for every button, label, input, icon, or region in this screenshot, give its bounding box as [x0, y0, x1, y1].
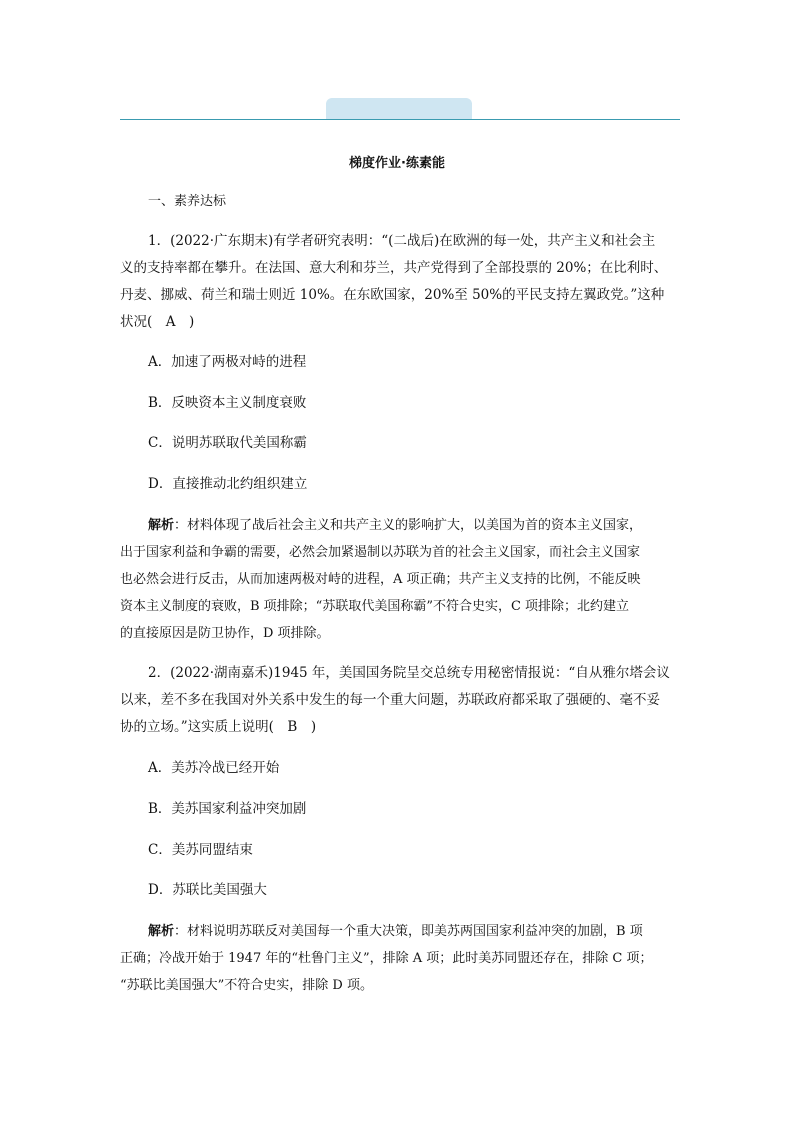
page-title: 梯度作业·练素能 — [349, 156, 445, 171]
question-1-option-b: B．反映资本主义制度衰败 — [148, 395, 307, 411]
question-1-option-d: D．直接推动北约组织建立 — [148, 476, 308, 492]
analysis-text: 出于国家利益和争霸的需要，必然会加紧遏制以苏联为首的社会主义国家，而社会主义国家 — [120, 545, 641, 560]
analysis-text: 正确；冷战开始于 1947 年的“杜鲁门主义”，排除 A 项；此时美苏同盟还存在，排除 C 项； — [120, 951, 653, 966]
question-2-option-d: D．苏联比美国强大 — [148, 882, 267, 898]
analysis-text: ：材料说明苏联反对美国每一个重大决策，即美苏两国国家利益冲突的加剧，B 项 — [174, 924, 643, 939]
question-1-analysis — [120, 512, 680, 647]
question-2-analysis — [120, 918, 680, 999]
question-2-option-c: C．美苏同盟结束 — [148, 842, 253, 858]
question-2-stem-line: 以来，差不多在我国对外关系中发生的每一个重大问题，苏联政府都采取了强硬的、毫不妥 — [120, 692, 660, 708]
analysis-text: 的直接原因是防卫协作，D 项排除。 — [120, 626, 330, 641]
question-2-option-b: B．美苏国家利益冲突加剧 — [148, 801, 307, 817]
question-1-stem — [120, 228, 680, 336]
question-1-option-c: C．说明苏联取代美国称霸 — [148, 435, 307, 451]
question-1-stem-line: 丹麦、挪威、荷兰和瑞士则近 10%。在东欧国家，20%至 50%的平民支持左翼政党。”这种 — [120, 287, 665, 303]
analysis-text: 资本主义制度的衰败，B 项排除；“苏联取代美国称霸”不符合史实，C 项排除；北约建立 — [120, 599, 630, 614]
header-rule — [120, 119, 680, 120]
analysis-label: 解析 — [148, 518, 175, 533]
question-2-stem-line: 协的立场。”这实质上说明( B ) — [120, 719, 317, 735]
question-1-stem-line: 义的支持率都在攀升。在法国、意大利和芬兰，共产党得到了全部投票的 20%；在比利时、 — [120, 260, 668, 276]
section-heading: 一、素养达标 — [148, 194, 227, 209]
analysis-text: “苏联比美国强大”不符合史实，排除 D 项。 — [120, 978, 373, 993]
question-1-stem-line: 1．(2022·广东期末)有学者研究表明：“(二战后)在欧洲的每一处，共产主义和社会主 — [148, 233, 656, 249]
analysis-label: 解析 — [148, 924, 175, 939]
question-2-stem — [120, 660, 680, 741]
question-2-stem-line: 2．(2022·湖南嘉禾)1945 年，美国国务院呈交总统专用秘密情报说：“自从雅尔塔会议 — [148, 665, 670, 681]
question-1-stem-line: 状况( A ) — [120, 314, 195, 330]
header-tab — [326, 98, 472, 120]
analysis-text: 也必然会进行反击，从而加速两极对峙的进程，A 项正确；共产主义支持的比例，不能反映 — [120, 572, 641, 587]
analysis-text: ：材料体现了战后社会主义和共产主义的影响扩大，以美国为首的资本主义国家， — [174, 518, 643, 533]
question-1-option-a: A．加速了两极对峙的进程 — [148, 354, 307, 370]
question-2-option-a: A．美苏冷战已经开始 — [148, 760, 280, 776]
